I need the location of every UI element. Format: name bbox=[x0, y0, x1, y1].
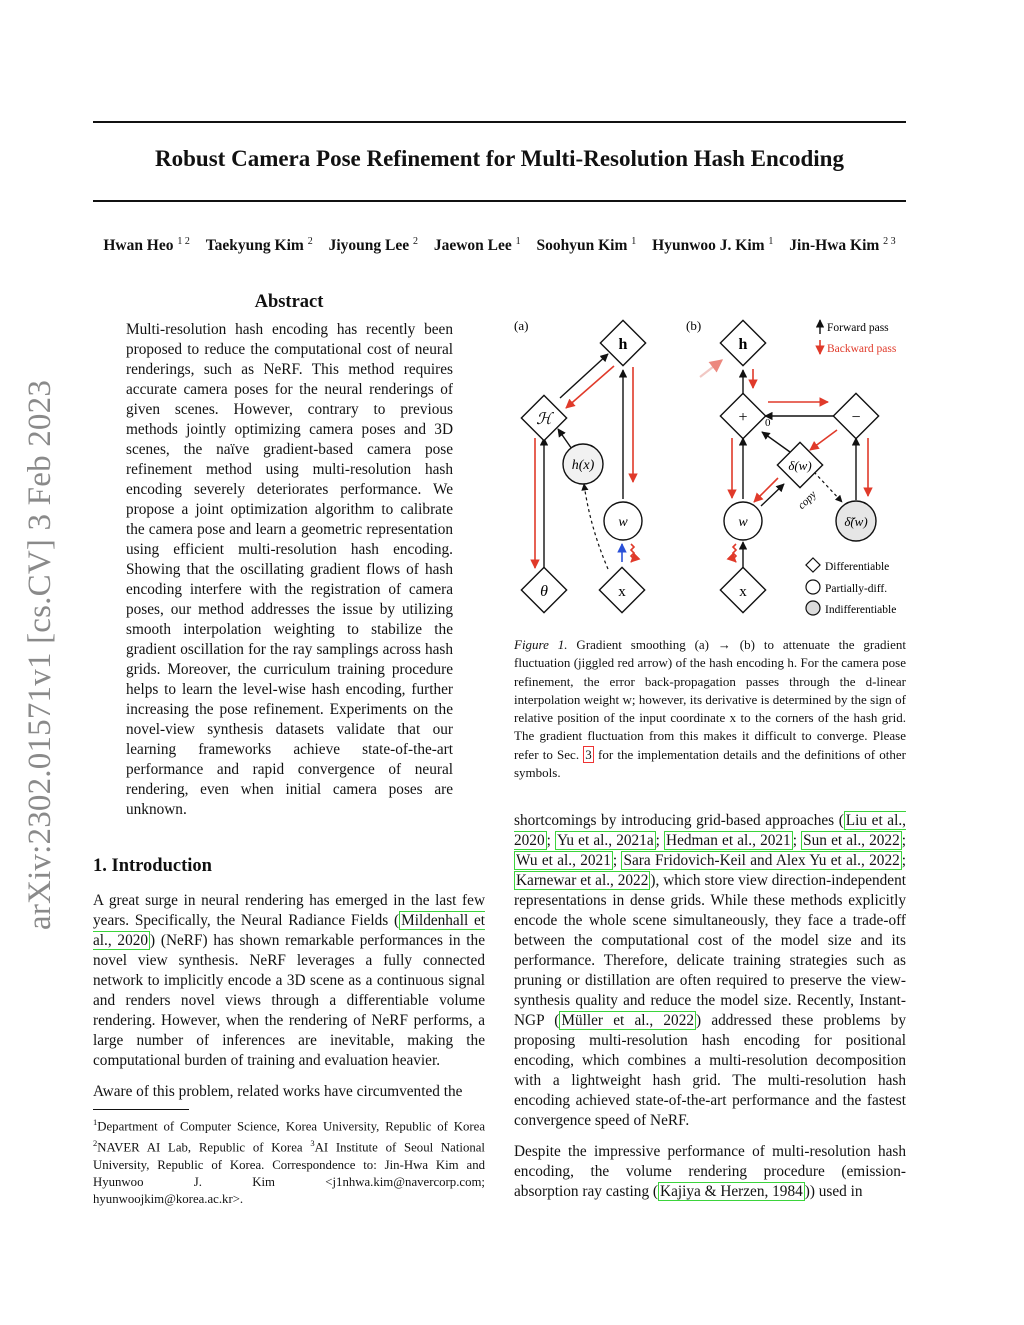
node-hx-label: h(x) bbox=[571, 458, 595, 473]
legend-partial-label: Partially-diff. bbox=[825, 583, 888, 595]
node-w-label: w bbox=[738, 515, 748, 530]
jiggled-gradient-edge bbox=[631, 544, 634, 562]
citation-link[interactable]: Hedman et al., 2021 bbox=[666, 832, 791, 849]
jiggled-gradient-edge bbox=[733, 544, 736, 562]
legend-indiff-label: Indifferentiable bbox=[825, 604, 897, 616]
node-delta-label: δ(w) bbox=[788, 458, 812, 473]
intro-paragraph: A great surge in neural rendering has emerged in the last few years. Specifically, the Neural Radiance Fields ( Mildenhall et al., 2020 ) (NeRF) has shown remarkable performances in the novel view synthesis. NeRF leverages a fully connected network to implicitly encode a 3D scene as a continuous signal and renders novel views through a differentiable volume rendering. However, when the rendering of NeRF performs, a large number of inferences are inevitable, making the computational burden of training and evaluation heavier. bbox=[93, 892, 485, 1069]
panel-a bbox=[521, 320, 645, 612]
node-w-label: w bbox=[618, 515, 628, 530]
abstract-text: Multi-resolution hash encoding has recently been proposed to reduce the computational cost of neural renderings, such as NeRF. This method requires accurate camera poses for the neural renderings of given scenes. However, contrary to previous methods jointly optimizing camera poses and 3D scenes, the naïve gradient-based camera pose refinement method using multi-resolution hash encoding severely deteriorates performance. We propose a joint optimization algorithm to calibrate the camera pose and learn a geometric representation using efficient multi-resolution hash encoding. Showing that the oscillating gradient flows of hash encoding interfere with the registration of camera poses, our method addresses the issue by utilizing smooth interpolation weighting to stabilize the gradient oscillation for the ray samplings across hash grids. Moreover, the curriculum training procedure helps to learn the level-wise hash encoding, further increasing the pose refinement. Experiments on the novel-view synthesis datasets validate that our learning frameworks achieve state-of-the-art performance and rapid convergence of neural rendering, even when initial camera poses are unknown. bbox=[126, 321, 453, 818]
intro-paragraph: Aware of this problem, related works have circumvented the bbox=[93, 1083, 463, 1100]
author: Jaewon Lee $^1$ bbox=[433, 236, 521, 255]
author: Soohyun Kim $^1$ bbox=[536, 236, 637, 255]
node-h-label: h bbox=[618, 336, 628, 353]
citation-link[interactable]: Liu et al., 2020 bbox=[514, 812, 906, 849]
citation-link[interactable]: Sara Fridovich-Keil and Alex Yu et al., 2022 bbox=[623, 852, 900, 869]
node-plus-label: + bbox=[738, 409, 748, 426]
top-rule bbox=[93, 121, 906, 123]
citation-link[interactable]: Karnewar et al., 2022 bbox=[516, 872, 649, 889]
abstract-heading: Abstract bbox=[254, 292, 324, 312]
node-theta-label: θ bbox=[540, 583, 548, 600]
panel-label-a: (a) bbox=[514, 318, 529, 333]
legend-backward-label: Backward pass bbox=[827, 343, 897, 355]
forward-edge bbox=[762, 432, 790, 452]
author: Jiyoung Lee $^2$ bbox=[328, 236, 418, 255]
title-bottom-rule bbox=[93, 200, 906, 202]
node-h-label: h bbox=[738, 336, 748, 353]
figure-1-diagram bbox=[510, 312, 910, 630]
zero-label: 0 bbox=[765, 417, 771, 429]
author: Hyunwoo J. Kim $^1$ bbox=[652, 236, 774, 255]
figure-caption: Figure 1. Gradient smoothing (a) → (b) to attenuate the gradient fluctuation (jiggled red arrow) of the hash encoding h. For the camera pose refinement, the error back-propagation passes through the d-linear interpolation weight w; however, its derivative is determined by the sign of relative position of the input coordinate x to the corners of the hash grid. The gradient fluctuation from this makes it difficult to converge. Please refer to Sec. 3 for the implementation details and the definitions of other symbols. bbox=[514, 637, 906, 781]
author: Hwan Heo $^{1 2}$ bbox=[103, 236, 190, 255]
citation-link[interactable]: Mildenhall et al., 2020 bbox=[93, 912, 485, 949]
legend-forward-label: Forward pass bbox=[827, 322, 889, 334]
paper-title: Robust Camera Pose Refinement for Multi-Resolution Hash Encoding bbox=[155, 146, 844, 171]
panel-label-b: (b) bbox=[686, 318, 702, 333]
backward-edge bbox=[754, 478, 778, 502]
legend-circle-icon bbox=[806, 580, 820, 594]
body-paragraph: Despite the impressive performance of multi-resolution hash encoding, the volume rendering procedure (emission-absorption ray casting ( Kajiya & Herzen, 1984 )) used in bbox=[514, 1143, 906, 1200]
node-delta-tilde-label: δ̃(w) bbox=[844, 514, 868, 529]
citation-link[interactable]: Müller et al., 2022 bbox=[561, 1012, 694, 1029]
node-x-label: x bbox=[618, 584, 626, 600]
backward-edge bbox=[810, 430, 837, 450]
faded-gradient-edge bbox=[700, 360, 722, 377]
forward-edge bbox=[761, 484, 784, 506]
backward-edge bbox=[566, 366, 614, 408]
legend-diamond-icon bbox=[806, 558, 820, 572]
citation-link[interactable]: Kajiya & Herzen, 1984 bbox=[660, 1183, 803, 1200]
node-x-label: x bbox=[739, 584, 747, 600]
citation-link[interactable]: Sun et al., 2022 bbox=[803, 832, 900, 849]
section-heading: 1. Introduction bbox=[93, 856, 212, 876]
author: Jin-Hwa Kim $^{2 3}$ bbox=[789, 236, 896, 255]
author: Taekyung Kim $^2$ bbox=[205, 236, 313, 255]
footnote-rule bbox=[93, 1109, 189, 1110]
node-hash-label: ℋ bbox=[536, 411, 552, 428]
copy-label: copy bbox=[795, 488, 819, 512]
arxiv-identifier: arXiv:2302.01571v1 [cs.CV] 3 Feb 2023 bbox=[22, 379, 58, 930]
section-ref-link[interactable]: 3 bbox=[585, 746, 592, 762]
body-paragraph: shortcomings by introducing grid-based approaches ( Liu et al., 2020 ; Yu et al., 2021a ; Hedman et al., 2021 ; Sun et al., 2022 ; Wu et al., 2021 ; Sara Fridovich-Keil and Alex Yu et al., 2022 ; Karnewar et al., 2022 ), which store view direction-independent representations in dense grids. While these methods explicitly encode the whole scene simultaneously, they face a trade-off between the computational cost of the model size and its performance. Therefore, delicate training strategies such as pruning or distillation are often required to preserve the view-synthesis quality and reduce the model size. Recently, Instant-NGP ( Müller et al., 2022 ) addressed these problems by proposing multi-resolution hash encoding for positional encoding, which combines a multi-resolution decomposition with a lightweight hash grid. The multi-resolution hash encoding achieved state-of-the-art performance and the fastest convergence speed of NeRF. bbox=[514, 812, 906, 1129]
legend-filled-circle-icon bbox=[806, 601, 820, 615]
citation-link[interactable]: Yu et al., 2021a bbox=[557, 832, 654, 849]
citation-link[interactable]: Wu et al., 2021 bbox=[516, 852, 611, 869]
node-minus-label: − bbox=[851, 409, 861, 426]
legend-differentiable-label: Differentiable bbox=[825, 561, 890, 573]
author-list bbox=[93, 236, 906, 255]
footnote: $^1$Department of Computer Science, Korea University, Republic of Korea $^2$NAVER AI Lab, Republic of Korea $^3$AI Institute of Seoul National University, Republic of Korea. Correspondence to: Jin-Hwa Kim and Hyunwoo J. Kim <j1nhwa.kim@navercorp.com; hyunwoojkim@korea.ac.kr>. bbox=[93, 1117, 485, 1206]
